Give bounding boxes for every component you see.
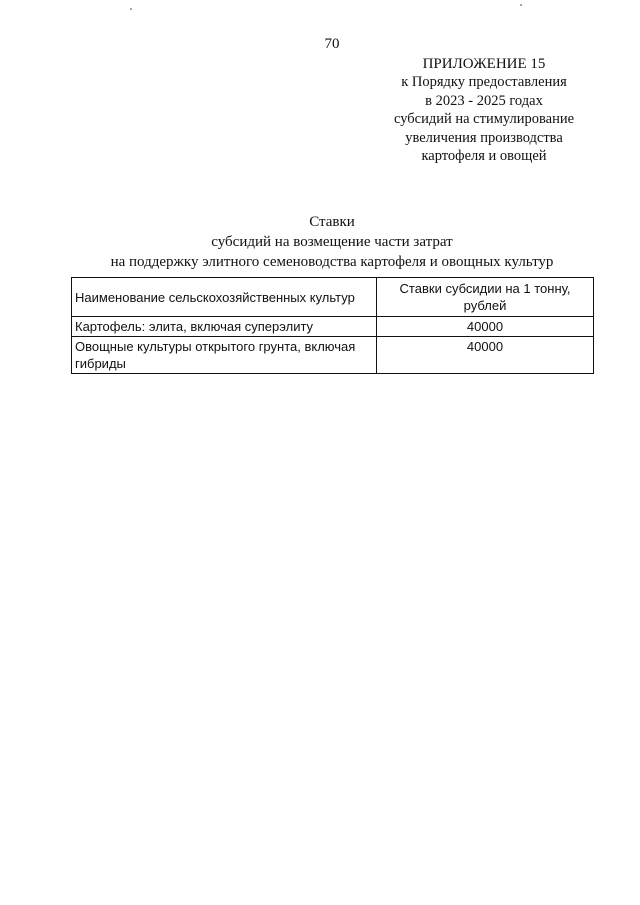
table-header-row bbox=[72, 278, 594, 317]
cell-rate: 40000 bbox=[377, 317, 594, 337]
document-title-line: Ставки bbox=[309, 214, 355, 230]
header-crop-name: Наименование сельскохозяйственных культур bbox=[72, 278, 377, 317]
appendix-title: ПРИЛОЖЕНИЕ 15 bbox=[422, 56, 546, 72]
rates-table bbox=[71, 277, 594, 374]
page-number: 70 bbox=[324, 36, 340, 52]
appendix-line: к Порядку предоставления bbox=[401, 74, 567, 91]
document-title bbox=[0, 212, 640, 272]
header-rate: Ставки субсидии на 1 тонну, рублей bbox=[377, 278, 594, 317]
cell-crop-name: Картофель: элита, включая суперэлиту bbox=[72, 317, 377, 337]
appendix-line: картофеля и овощей bbox=[421, 148, 547, 165]
appendix-line: в 2023 - 2025 годах bbox=[425, 92, 543, 109]
table-row bbox=[72, 317, 594, 337]
cell-crop-name: Овощные культуры открытого грунта, включая гибриды bbox=[72, 337, 377, 374]
document-title-line: субсидий на возмещение части затрат bbox=[211, 234, 453, 250]
appendix-line: увеличения производства bbox=[405, 129, 563, 146]
document-title-line: на поддержку элитного семеноводства картофеля и овощных культур bbox=[110, 254, 554, 270]
scan-speck bbox=[130, 8, 132, 10]
cell-rate: 40000 bbox=[377, 337, 594, 374]
table-row bbox=[72, 337, 594, 374]
appendix-line: субсидий на стимулирование bbox=[393, 111, 575, 128]
appendix-block bbox=[378, 55, 590, 165]
scan-speck bbox=[520, 4, 522, 6]
